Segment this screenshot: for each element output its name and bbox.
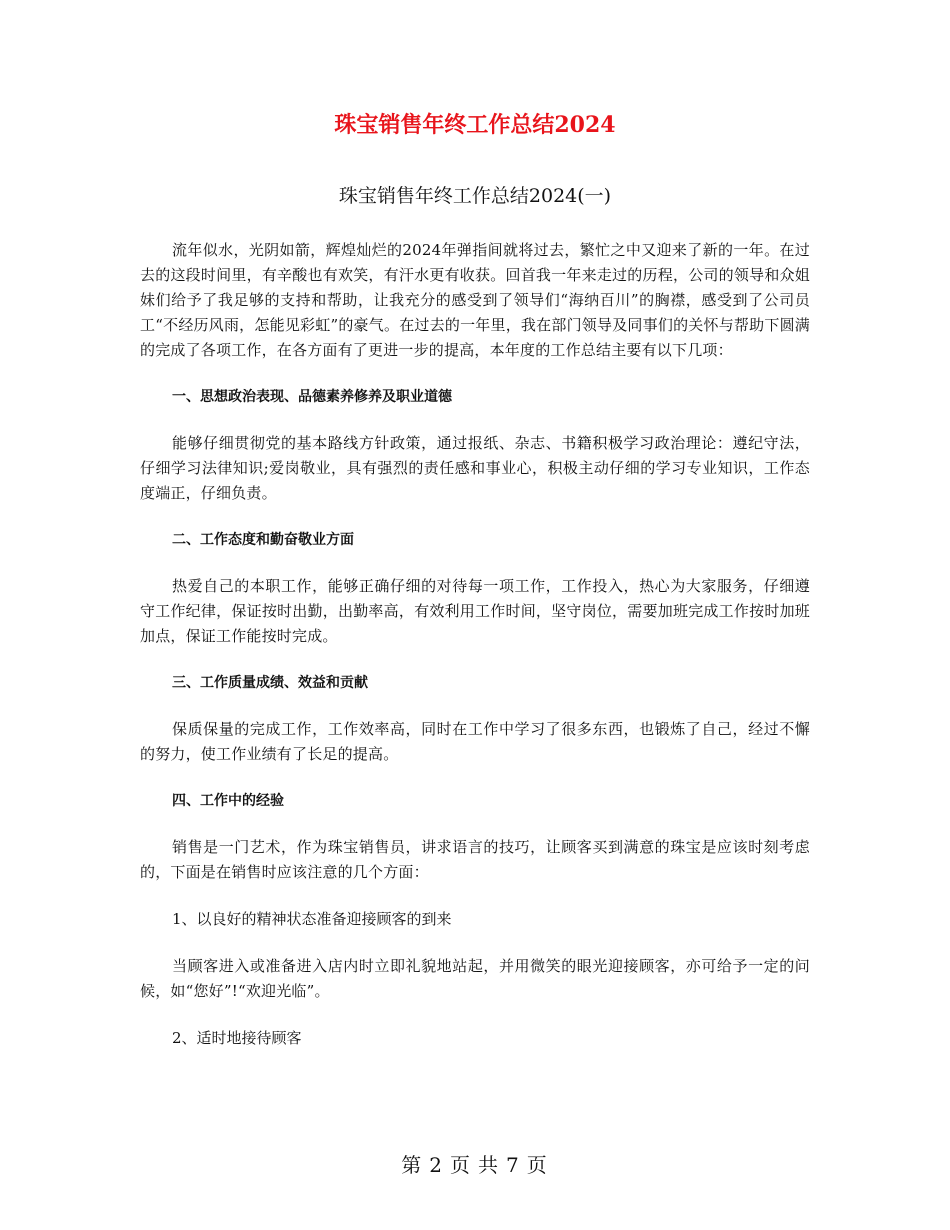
list-item-1-body: 当顾客进入或准备进入店内时立即礼貌地站起，并用微笑的眼光迎接顾客，亦可给予一定的问候，如“您好”!“欢迎光临”。 [140,957,810,1000]
section-heading-1: 一、思想政治表现、品德素养修养及职业道德 [172,389,452,405]
intro-paragraph: 流年似水，光阴如箭，辉煌灿烂的2024年弹指间就将过去，繁忙之中又迎来了新的一年。在过去的这段时间里，有辛酸也有欢笑，有汗水更有收获。回首我一年来走过的历程，公司的领导和众姐妹们给予了我足够的支持和帮助，让我充分的感受到了领导们“海纳百川”的胸襟，感受到了公司员工“不经历风雨，怎能见彩虹”的豪气。在过去的一年里，我在部门领导及同事们的关怀与帮助下圆满的完成了各项工作，在各方面有了更进一步的提高，本年度的工作总结主要有以下几项： [140,241,810,359]
footer-total-pages: 7 [506,1153,521,1177]
list-item-1-title: 1、以良好的精神状态准备迎接顾客的到来 [172,910,452,928]
document-subtitle: 珠宝销售年终工作总结2024(一) [338,185,612,207]
section-heading-4: 四、工作中的经验 [172,793,284,809]
section-paragraph-4: 销售是一门艺术，作为珠宝销售员，讲求语言的技巧，让顾客买到满意的珠宝是应该时刻考虑的，下面是在销售时应该注意的几个方面： [140,838,810,881]
section-heading-2: 二、工作态度和勤奋敬业方面 [172,532,354,548]
page-number-footer [0,1150,950,1180]
footer-label-total: 共 [478,1153,500,1177]
section-heading-3: 三、工作质量成绩、效益和贡献 [172,675,368,691]
document-title: 珠宝销售年终工作总结2024 [334,112,616,138]
section-paragraph-2: 热爱自己的本职工作，能够正确仔细的对待每一项工作，工作投入，热心为大家服务，仔细遵守工作纪律，保证按时出勤，出勤率高，有效利用工作时间，坚守岗位，需要加班完成工作按时加班加点，保证工作能按时完成。 [140,577,810,645]
list-item-2-title: 2、适时地接待顾客 [172,1029,302,1047]
section-paragraph-3: 保质保量的完成工作，工作效率高，同时在工作中学习了很多东西，也锻炼了自己，经过不懈的努力，使工作业绩有了长足的提高。 [140,720,810,763]
footer-label-page-unit: 页 [450,1153,472,1177]
section-paragraph-1: 能够仔细贯彻党的基本路线方针政策，通过报纸、杂志、书籍积极学习政治理论：遵纪守法，仔细学习法律知识;爱岗敬业，具有强烈的责任感和事业心，积极主动仔细的学习专业知识，工作态度端正，仔细负责。 [140,434,810,502]
document-body [140,238,810,1073]
footer-current-page: 2 [429,1153,444,1177]
footer-label-page: 第 [401,1153,424,1177]
footer-label-total-unit: 页 [526,1153,549,1177]
